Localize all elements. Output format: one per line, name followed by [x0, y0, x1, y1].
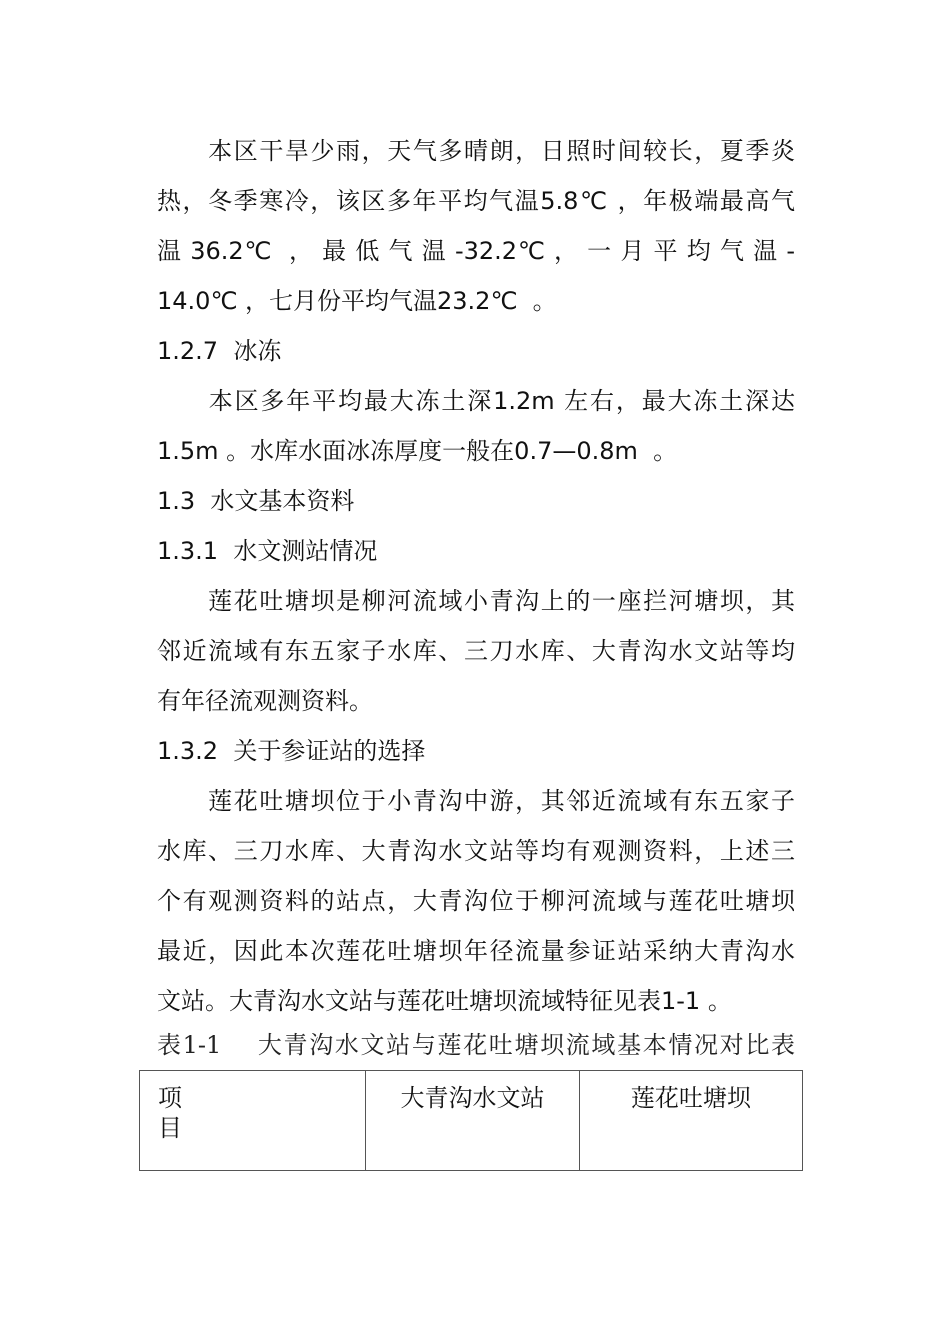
heading-1-3-1: 1.3.1 水文测站情况	[157, 537, 378, 565]
para-stations-line-3: 有年径流观测资料。	[157, 687, 373, 715]
table-header-row	[140, 1071, 803, 1171]
heading-1-3-2: 1.3.2 关于参证站的选择	[157, 737, 426, 765]
para-stations-line-1: 莲花吐塘坝是柳河流域小青沟上的一座拦河塘坝，其	[157, 587, 795, 615]
para-climate-line-4: 14.0℃ ，七月份平均气温23.2℃ 。	[157, 287, 557, 315]
header-dam-label: 莲花吐塘坝	[630, 1084, 751, 1112]
header-item-label: 项 目	[158, 1084, 182, 1142]
para-climate-line-2: 热，冬季寒冷，该区多年平均气温5.8℃ ，年极端最高气	[157, 187, 795, 215]
para-reference-line-5: 文站。大青沟水文站与莲花吐塘坝流域特征见表1-1 。	[157, 987, 732, 1015]
para-climate-line-1: 本区干旱少雨，天气多晴朗，日照时间较长，夏季炎	[157, 137, 795, 165]
para-frost-line-2: 1.5m 。水库水面冰冻厚度一般在0.7—0.8m 。	[157, 437, 678, 465]
table-header-cell-station	[366, 1071, 579, 1171]
para-reference-line-2: 水库、三刀水库、大青沟水文站等均有观测资料，上述三	[157, 837, 795, 865]
heading-1-3: 1.3 水文基本资料	[157, 487, 355, 515]
para-reference-line-1: 莲花吐塘坝位于小青沟中游，其邻近流域有东五家子	[157, 787, 795, 815]
para-reference-line-3: 个有观测资料的站点，大青沟位于柳河流域与莲花吐塘坝	[157, 887, 795, 915]
table-caption: 表1-1 大青沟水文站与莲花吐塘坝流域基本情况对比表	[157, 1031, 795, 1059]
para-reference-line-4: 最近，因此本次莲花吐塘坝年径流量参证站采纳大青沟水	[157, 937, 795, 965]
comparison-table	[139, 1070, 803, 1171]
para-stations-line-2: 邻近流域有东五家子水库、三刀水库、大青沟水文站等均	[157, 637, 795, 665]
para-climate-line-3: 温 36.2℃ ， 最 低 气 温 -32.2℃ ， 一 月 平 均 气 温 -	[157, 237, 795, 265]
table-header-cell-item	[140, 1071, 366, 1171]
table-header-cell-dam	[579, 1071, 802, 1171]
para-frost-line-1: 本区多年平均最大冻土深1.2m 左右，最大冻土深达	[157, 387, 795, 415]
header-station-label: 大青沟水文站	[400, 1084, 545, 1112]
heading-1-2-7: 1.2.7 冰冻	[157, 337, 282, 365]
